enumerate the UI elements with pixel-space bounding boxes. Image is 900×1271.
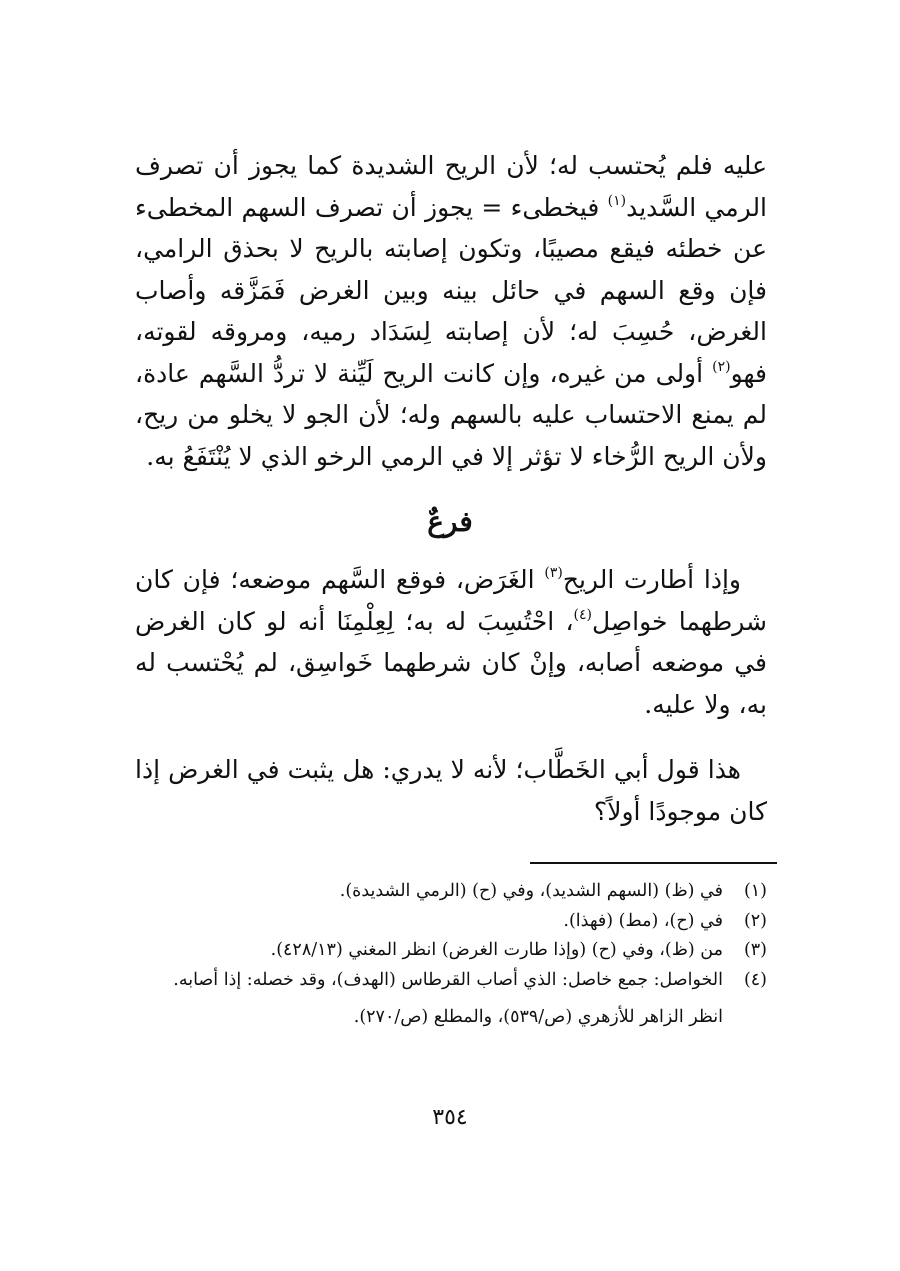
footnote-number: (٢) [743, 910, 767, 931]
footnote-ref-4: (٤) [573, 606, 592, 623]
footnote-ref-2: (٢) [712, 358, 731, 375]
footnote [137, 966, 767, 996]
paragraph-1-part-1: عليه فلم يُحتسب له؛ لأن الريح الشديدة كما يجوز أن تصرف الرمي السَّديد [135, 151, 768, 222]
paragraph-1 [135, 145, 767, 477]
footnote-separator [530, 862, 777, 864]
footnote-ref-3: (٣) [544, 565, 563, 581]
paragraph-2-part-3: ، احْتُسِبَ له به؛ لِعِلْمِنَا أنه لو كان الغرض في موضعه أصابه، وإنْ كان شرطهما خَواسِق، لم يُحْتسب له به، ولا عليه. [135, 606, 767, 719]
footnote-text: في (ح)، (مط) (فهذا). [563, 910, 723, 931]
footnote [137, 877, 767, 907]
paragraph-2-part-1: وإذا أطارت الريح [562, 565, 742, 594]
paragraph-2-part-2: الغَرَض، فوقع السَّهم موضعه؛ فإن كان شرطهما خواصِل [135, 565, 767, 636]
footnote-text: الخواصل: جمع خاصل: الذي أصاب القرطاس (الهدف)، وقد خصله: إذا أصابه. [173, 969, 723, 990]
footnote-text: في (ظ) (السهم الشديد)، وفي (ح) (الرمي الشديدة). [339, 881, 723, 901]
footnote [137, 936, 767, 966]
section-heading: فرعٌ [427, 505, 473, 538]
footnote-ref-1: (١) [607, 192, 627, 209]
paragraph-1-part-2: فيخطىء = يجوز أن تصرف السهم المخطىء عن خطئه فيقع مصيبًا، وتكون إصابته بالريح لا بحذق الرامي، فإن وقع السهم في حائل بينه وبين الغرض فَمَزَّقه وأصاب الغرض، حُسِبَ له؛ لأن إصابته لِسَدَاد رميه، ومروقه لقوته، فهو [135, 192, 767, 388]
paragraph-3 [135, 749, 767, 832]
page-number: ٣٥٤ [432, 1105, 468, 1130]
paragraph-3-text: هذا قول أبي الخَطَّاب؛ لأنه لا يدري: هل يثبت في الغرض إذا كان موجودًا أولاً؟ [135, 755, 767, 826]
footnote-text: من (ظ)، وفي (ح) (وإذا طارت الغرض) انظر المغني (٤٢٨/١٣). [270, 940, 723, 960]
footnotes [137, 877, 767, 1033]
footnote-reference-note: انظر الزاهر للأزهري (ص/٥٣٩)، والمطلع (ص/٢٧٠). [353, 1007, 723, 1027]
paragraph-1-part-3: أولى من غيره، وإن كانت الريح لَيِّنة لا تردُّ السَّهم عادة، لم يمنع الاحتساب عليه بالسهم وله؛ لأن الجو لا يخلو من ريح، ولأن الريح الرُّخاء لا تؤثر إلا في الرمي الرخو الذي لا يُنْتَفَعُ به. [135, 358, 767, 471]
paragraph-2 [135, 559, 767, 725]
footnote-number: (٣) [743, 940, 767, 960]
footnote [137, 907, 767, 937]
footnote-number: (١) [743, 881, 767, 901]
footnote-number: (٤) [743, 969, 767, 990]
